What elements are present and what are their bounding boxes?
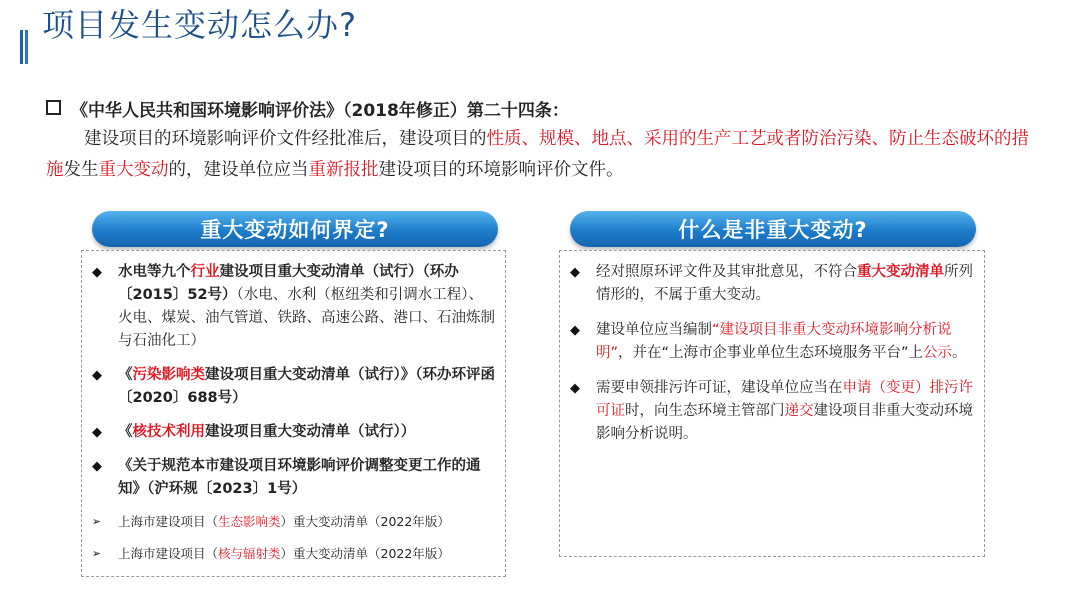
list-item (90, 421, 497, 444)
law-highlight-nature: 性质、规模、地点、采用的生产工艺或者防治污染、防止生态破坏的措施 (46, 129, 1029, 180)
item-text: ）重大变动清单（2022年版） (280, 546, 450, 561)
item-text: 建设单位应当编制 (596, 322, 712, 338)
sub-list-item (90, 512, 497, 532)
diamond-bullet-icon: ◆ (570, 323, 580, 338)
item-highlight: 递交 (784, 403, 814, 419)
diamond-bullet-icon: ◆ (92, 459, 102, 474)
left-panel-header: 重大变动如何界定? (92, 211, 498, 247)
item-text: 经对照原环评文件及其审批意见，不符合 (596, 264, 857, 280)
page-title: 项目发生变动怎么办? (42, 6, 357, 44)
item-text: 需要申领排污许可证，建设单位应当在 (596, 380, 843, 396)
diamond-bullet-icon: ◆ (570, 381, 580, 396)
item-text: 建设项目重大变动清单（试行）》（环办环评函〔2020〕688号） (118, 367, 495, 406)
item-highlight: 污染影响类 (132, 367, 205, 383)
item-text: 《 (118, 367, 133, 383)
law-highlight-major-change: 重大变动 (98, 160, 169, 180)
law-text-part: 的，建设单位应当 (168, 160, 309, 180)
list-item (90, 364, 497, 410)
list-item (568, 319, 974, 365)
item-text: 上海市建设项目（ (118, 546, 219, 561)
diamond-bullet-icon: ◆ (92, 265, 102, 280)
list-item (568, 377, 974, 446)
item-text: 时，向生态环境主管部门 (625, 403, 785, 419)
law-heading-text: 《中华人民共和国环境影响评价法》（2018年修正）第二十四条： (71, 101, 569, 121)
item-highlight: 生态影响类 (218, 514, 281, 529)
item-highlight: 核与辐射类 (218, 546, 281, 561)
item-highlight: 公示 (923, 345, 953, 361)
diamond-bullet-icon: ◆ (92, 368, 102, 383)
square-bullet-icon (46, 100, 61, 115)
diamond-bullet-icon: ◆ (92, 425, 102, 440)
right-panel-header: 什么是非重大变动? (570, 211, 976, 247)
item-highlight: 申请（变更）排污许可证 (596, 380, 973, 419)
item-text: 《关于规范本市建设项目环境影响评价调整变更工作的通知》（沪环规〔2023〕1号） (118, 458, 481, 497)
law-heading (46, 96, 569, 121)
item-text: ）重大变动清单（2022年版） (280, 514, 450, 529)
item-text: 建设项目重大变动清单（试行）） (205, 424, 416, 440)
list-item (90, 261, 497, 353)
list-item (90, 455, 497, 501)
item-text: 。 (952, 345, 967, 361)
right-panel (559, 250, 985, 557)
list-item (568, 261, 974, 307)
law-article-text (46, 124, 1036, 186)
law-text-part: 建设项目的环境影响评价文件。 (378, 160, 624, 180)
law-highlight-resubmit: 重新报批 (308, 160, 379, 180)
law-text-part: 建设项目的环境影响评价文件经批准后，建设项目的 (84, 129, 487, 149)
item-text: 水电等九个 (118, 264, 191, 280)
item-text: 《 (118, 424, 133, 440)
title-accent-bar (20, 30, 28, 64)
arrowhead-bullet-icon: ➢ (92, 515, 102, 528)
item-highlight: 行业 (190, 264, 220, 280)
item-highlight: “建设项目非重大变动环境影响分析说明” (596, 322, 952, 361)
law-text-part: 发生 (63, 160, 99, 180)
item-text: ，并在“上海市企事业单位生态环境服务平台”上 (618, 345, 924, 361)
left-panel (81, 250, 506, 577)
item-text: 建设项目重大变动清单（试行）（环办〔2015〕52号） (118, 264, 459, 303)
item-highlight: 重大变动清单 (857, 264, 944, 280)
item-text: 所列情形的，不属于重大变动。 (596, 264, 973, 303)
item-text: 上海市建设项目（ (118, 514, 219, 529)
item-highlight: 核技术利用 (132, 424, 205, 440)
diamond-bullet-icon: ◆ (570, 265, 580, 280)
item-text: 建设项目非重大变动环境影响分析说明。 (596, 403, 973, 442)
item-detail: （水电、水利（枢纽类和引调水工程）、火电、煤炭、油气管道、铁路、高速公路、港口、石油炼制与石油化工） (118, 287, 495, 349)
arrowhead-bullet-icon: ➢ (92, 547, 102, 560)
sub-list-item (90, 544, 497, 564)
